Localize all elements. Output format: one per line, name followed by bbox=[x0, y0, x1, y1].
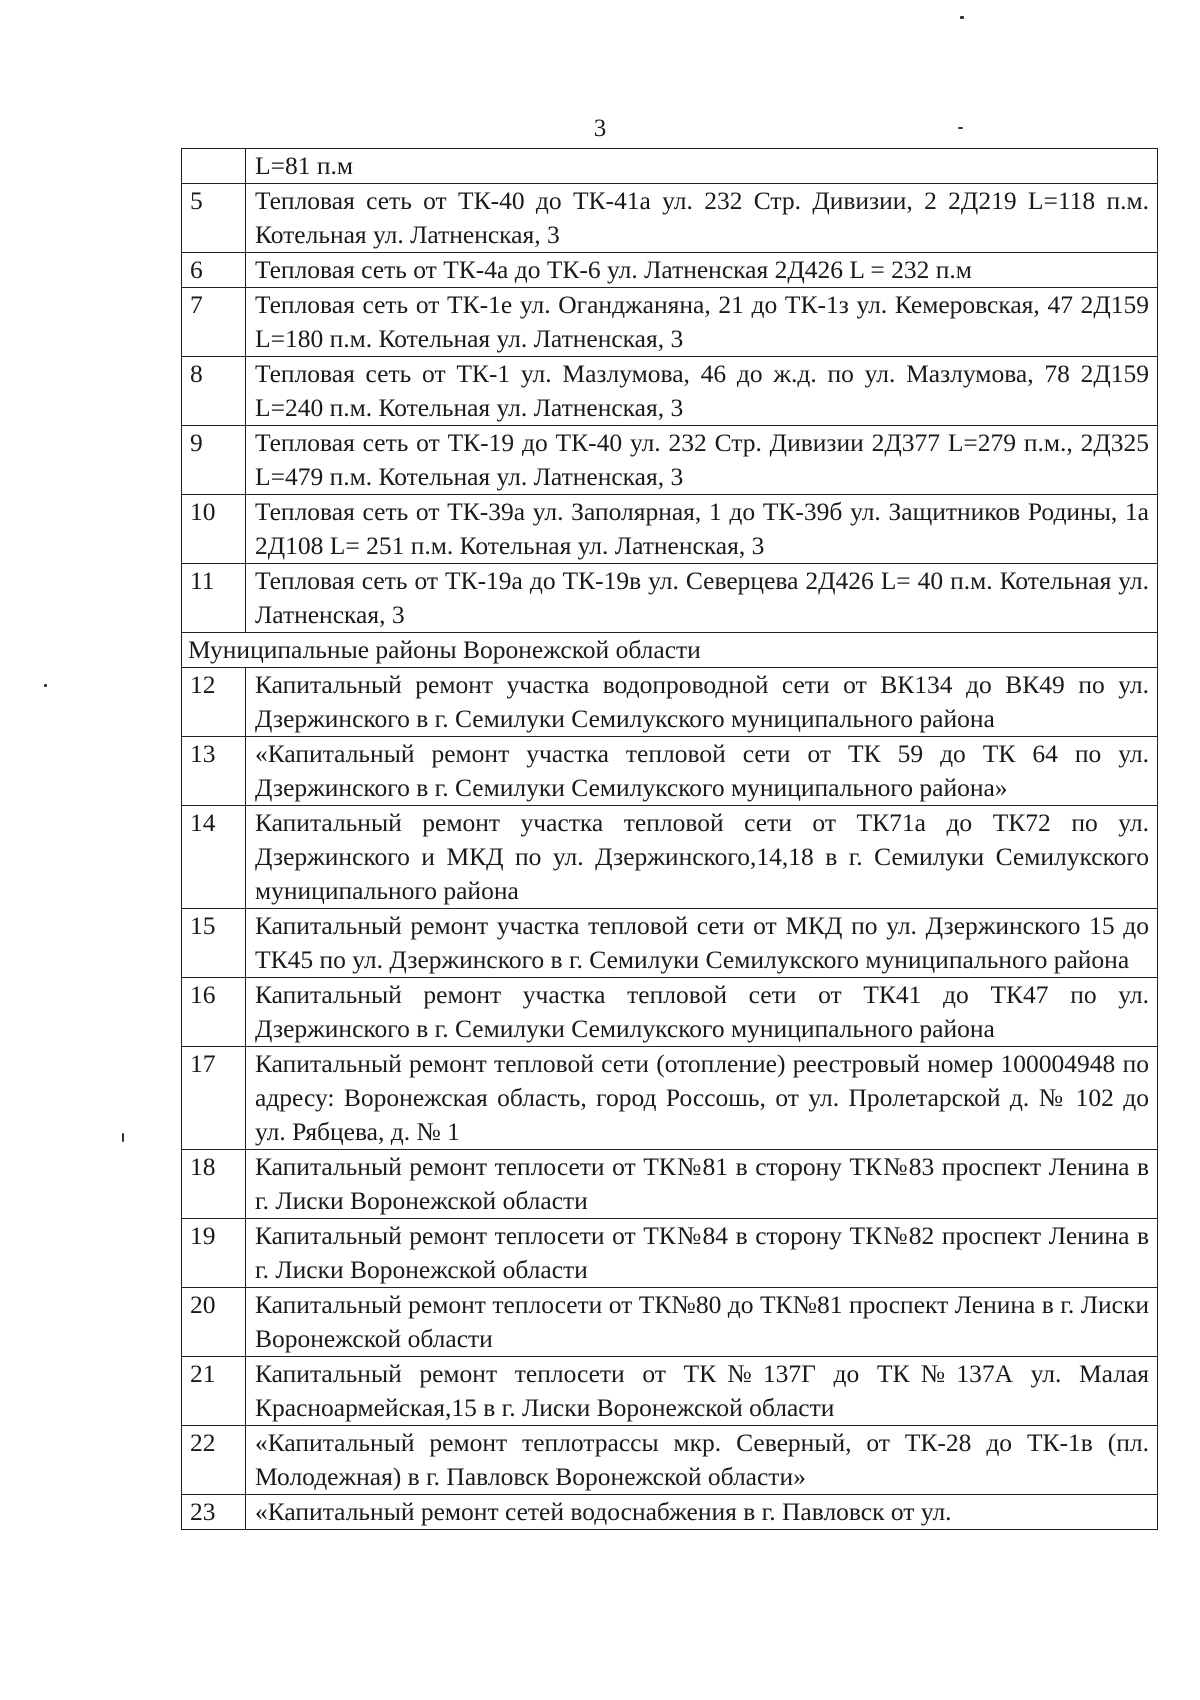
row-number: 5 bbox=[182, 184, 246, 253]
section-heading-row bbox=[182, 633, 1158, 668]
row-number: 15 bbox=[182, 909, 246, 978]
row-description: Капитальный ремонт теплосети от ТК№137Г до ТК№137А ул. Малая Красноармейская,15 в г. Лиски Воронежской области bbox=[246, 1357, 1158, 1426]
table-row bbox=[182, 1047, 1158, 1150]
row-description: Капитальный ремонт участка тепловой сети от ТК41 до ТК47 по ул. Дзержинского в г. Семилуки Семилукского муниципального района bbox=[246, 978, 1158, 1047]
row-description: Капитальный ремонт теплосети от ТК№80 до ТК№81 проспект Ленина в г. Лиски Воронежской области bbox=[246, 1288, 1158, 1357]
row-description: Тепловая сеть от ТК-1 ул. Мазлумова, 46 до ж.д. по ул. Мазлумова, 78 2Д159 L=240 п.м. Котельная ул. Латненская, 3 bbox=[246, 357, 1158, 426]
row-description: Капитальный ремонт участка тепловой сети от ТК71а до ТК72 по ул. Дзержинского и МКД по ул. Дзержинского,14,18 в г. Семилуки Семилукского муниципального района bbox=[246, 806, 1158, 909]
row-description: Тепловая сеть от ТК-39а ул. Заполярная, 1 до ТК-39б ул. Защитников Родины, 1а 2Д108 L= 251 п.м. Котельная ул. Латненская, 3 bbox=[246, 495, 1158, 564]
row-number: 18 bbox=[182, 1150, 246, 1219]
row-description: Капитальный ремонт участка тепловой сети от МКД по ул. Дзержинского 15 до ТК45 по ул. Дзержинского в г. Семилуки Семилукского муниципального района bbox=[246, 909, 1158, 978]
row-description: Тепловая сеть от ТК-1е ул. Оганджаняна, 21 до ТК-1з ул. Кемеровская, 47 2Д159 L=180 п.м. Котельная ул. Латненская, 3 bbox=[246, 288, 1158, 357]
row-description: Тепловая сеть от ТК-4а до ТК-6 ул. Латненская 2Д426 L = 232 п.м bbox=[246, 253, 1158, 288]
row-number: 16 bbox=[182, 978, 246, 1047]
table-row bbox=[182, 357, 1158, 426]
row-description: Тепловая сеть от ТК-19а до ТК-19в ул. Северцева 2Д426 L= 40 п.м. Котельная ул. Латненская, 3 bbox=[246, 564, 1158, 633]
row-number: 14 bbox=[182, 806, 246, 909]
row-description: Капитальный ремонт тепловой сети (отопление) реестровый номер 100004948 по адресу: Воронежская область, город Россошь, от ул. Пролетарской д. № 102 до ул. Рябцева, д. № 1 bbox=[246, 1047, 1158, 1150]
row-number: 12 bbox=[182, 668, 246, 737]
row-number: 21 bbox=[182, 1357, 246, 1426]
row-description: Капитальный ремонт теплосети от ТК№84 в сторону ТК№82 проспект Ленина в г. Лиски Воронежской области bbox=[246, 1219, 1158, 1288]
row-description: Тепловая сеть от ТК-40 до ТК-41а ул. 232 Стр. Дивизии, 2 2Д219 L=118 п.м. Котельная ул. Латненская, 3 bbox=[246, 184, 1158, 253]
table-row bbox=[182, 495, 1158, 564]
scan-speck bbox=[958, 127, 963, 129]
table-row bbox=[182, 668, 1158, 737]
row-number: 22 bbox=[182, 1426, 246, 1495]
row-number: 13 bbox=[182, 737, 246, 806]
row-description: Капитальный ремонт теплосети от ТК№81 в сторону ТК№83 проспект Ленина в г. Лиски Воронежской области bbox=[246, 1150, 1158, 1219]
row-description: Капитальный ремонт участка водопроводной сети от ВК134 до ВК49 по ул. Дзержинского в г. Семилуки Семилукского муниципального района bbox=[246, 668, 1158, 737]
table-row bbox=[182, 564, 1158, 633]
table-row bbox=[182, 288, 1158, 357]
table-row bbox=[182, 253, 1158, 288]
table-row bbox=[182, 149, 1158, 184]
row-number: 8 bbox=[182, 357, 246, 426]
row-number: 6 bbox=[182, 253, 246, 288]
table-row bbox=[182, 806, 1158, 909]
table-row bbox=[182, 909, 1158, 978]
table-row bbox=[182, 978, 1158, 1047]
page-number: 3 bbox=[593, 115, 607, 142]
table-row bbox=[182, 184, 1158, 253]
row-description bbox=[246, 1495, 1158, 1530]
table-row bbox=[182, 1357, 1158, 1426]
row-description: «Капитальный ремонт участка тепловой сети от ТК 59 до ТК 64 по ул. Дзержинского в г. Семилуки Семилукского муниципального района» bbox=[246, 737, 1158, 806]
table-row bbox=[182, 1219, 1158, 1288]
row-number: 17 bbox=[182, 1047, 246, 1150]
table-row-truncated bbox=[182, 1495, 1158, 1530]
table-row bbox=[182, 1426, 1158, 1495]
table-row bbox=[182, 1150, 1158, 1219]
row-number: 19 bbox=[182, 1219, 246, 1288]
row-description: Тепловая сеть от ТК-19 до ТК-40 ул. 232 Стр. Дивизии 2Д377 L=279 п.м., 2Д325 L=479 п.м. Котельная ул. Латненская, 3 bbox=[246, 426, 1158, 495]
row-description: L=81 п.м bbox=[246, 149, 1158, 184]
row-number bbox=[182, 149, 246, 184]
table-row bbox=[182, 426, 1158, 495]
row-number: 9 bbox=[182, 426, 246, 495]
table-row bbox=[182, 737, 1158, 806]
row-number: 7 bbox=[182, 288, 246, 357]
row-number: 23 bbox=[182, 1495, 246, 1530]
works-table bbox=[181, 148, 1158, 1530]
row-description: «Капитальный ремонт теплотрассы мкр. Северный, от ТК-28 до ТК-1в (пл. Молодежная) в г. Павловск Воронежской области» bbox=[246, 1426, 1158, 1495]
scan-speck bbox=[960, 16, 964, 19]
row-number: 10 bbox=[182, 495, 246, 564]
row-number: 11 bbox=[182, 564, 246, 633]
section-heading: Муниципальные районы Воронежской области bbox=[182, 633, 1158, 668]
row-description-text: «Капитальный ремонт сетей водоснабжения в г. Павловск от ул. bbox=[255, 1497, 952, 1526]
scan-speck bbox=[122, 1133, 124, 1142]
table-row bbox=[182, 1288, 1158, 1357]
row-number: 20 bbox=[182, 1288, 246, 1357]
scan-speck bbox=[44, 684, 47, 687]
